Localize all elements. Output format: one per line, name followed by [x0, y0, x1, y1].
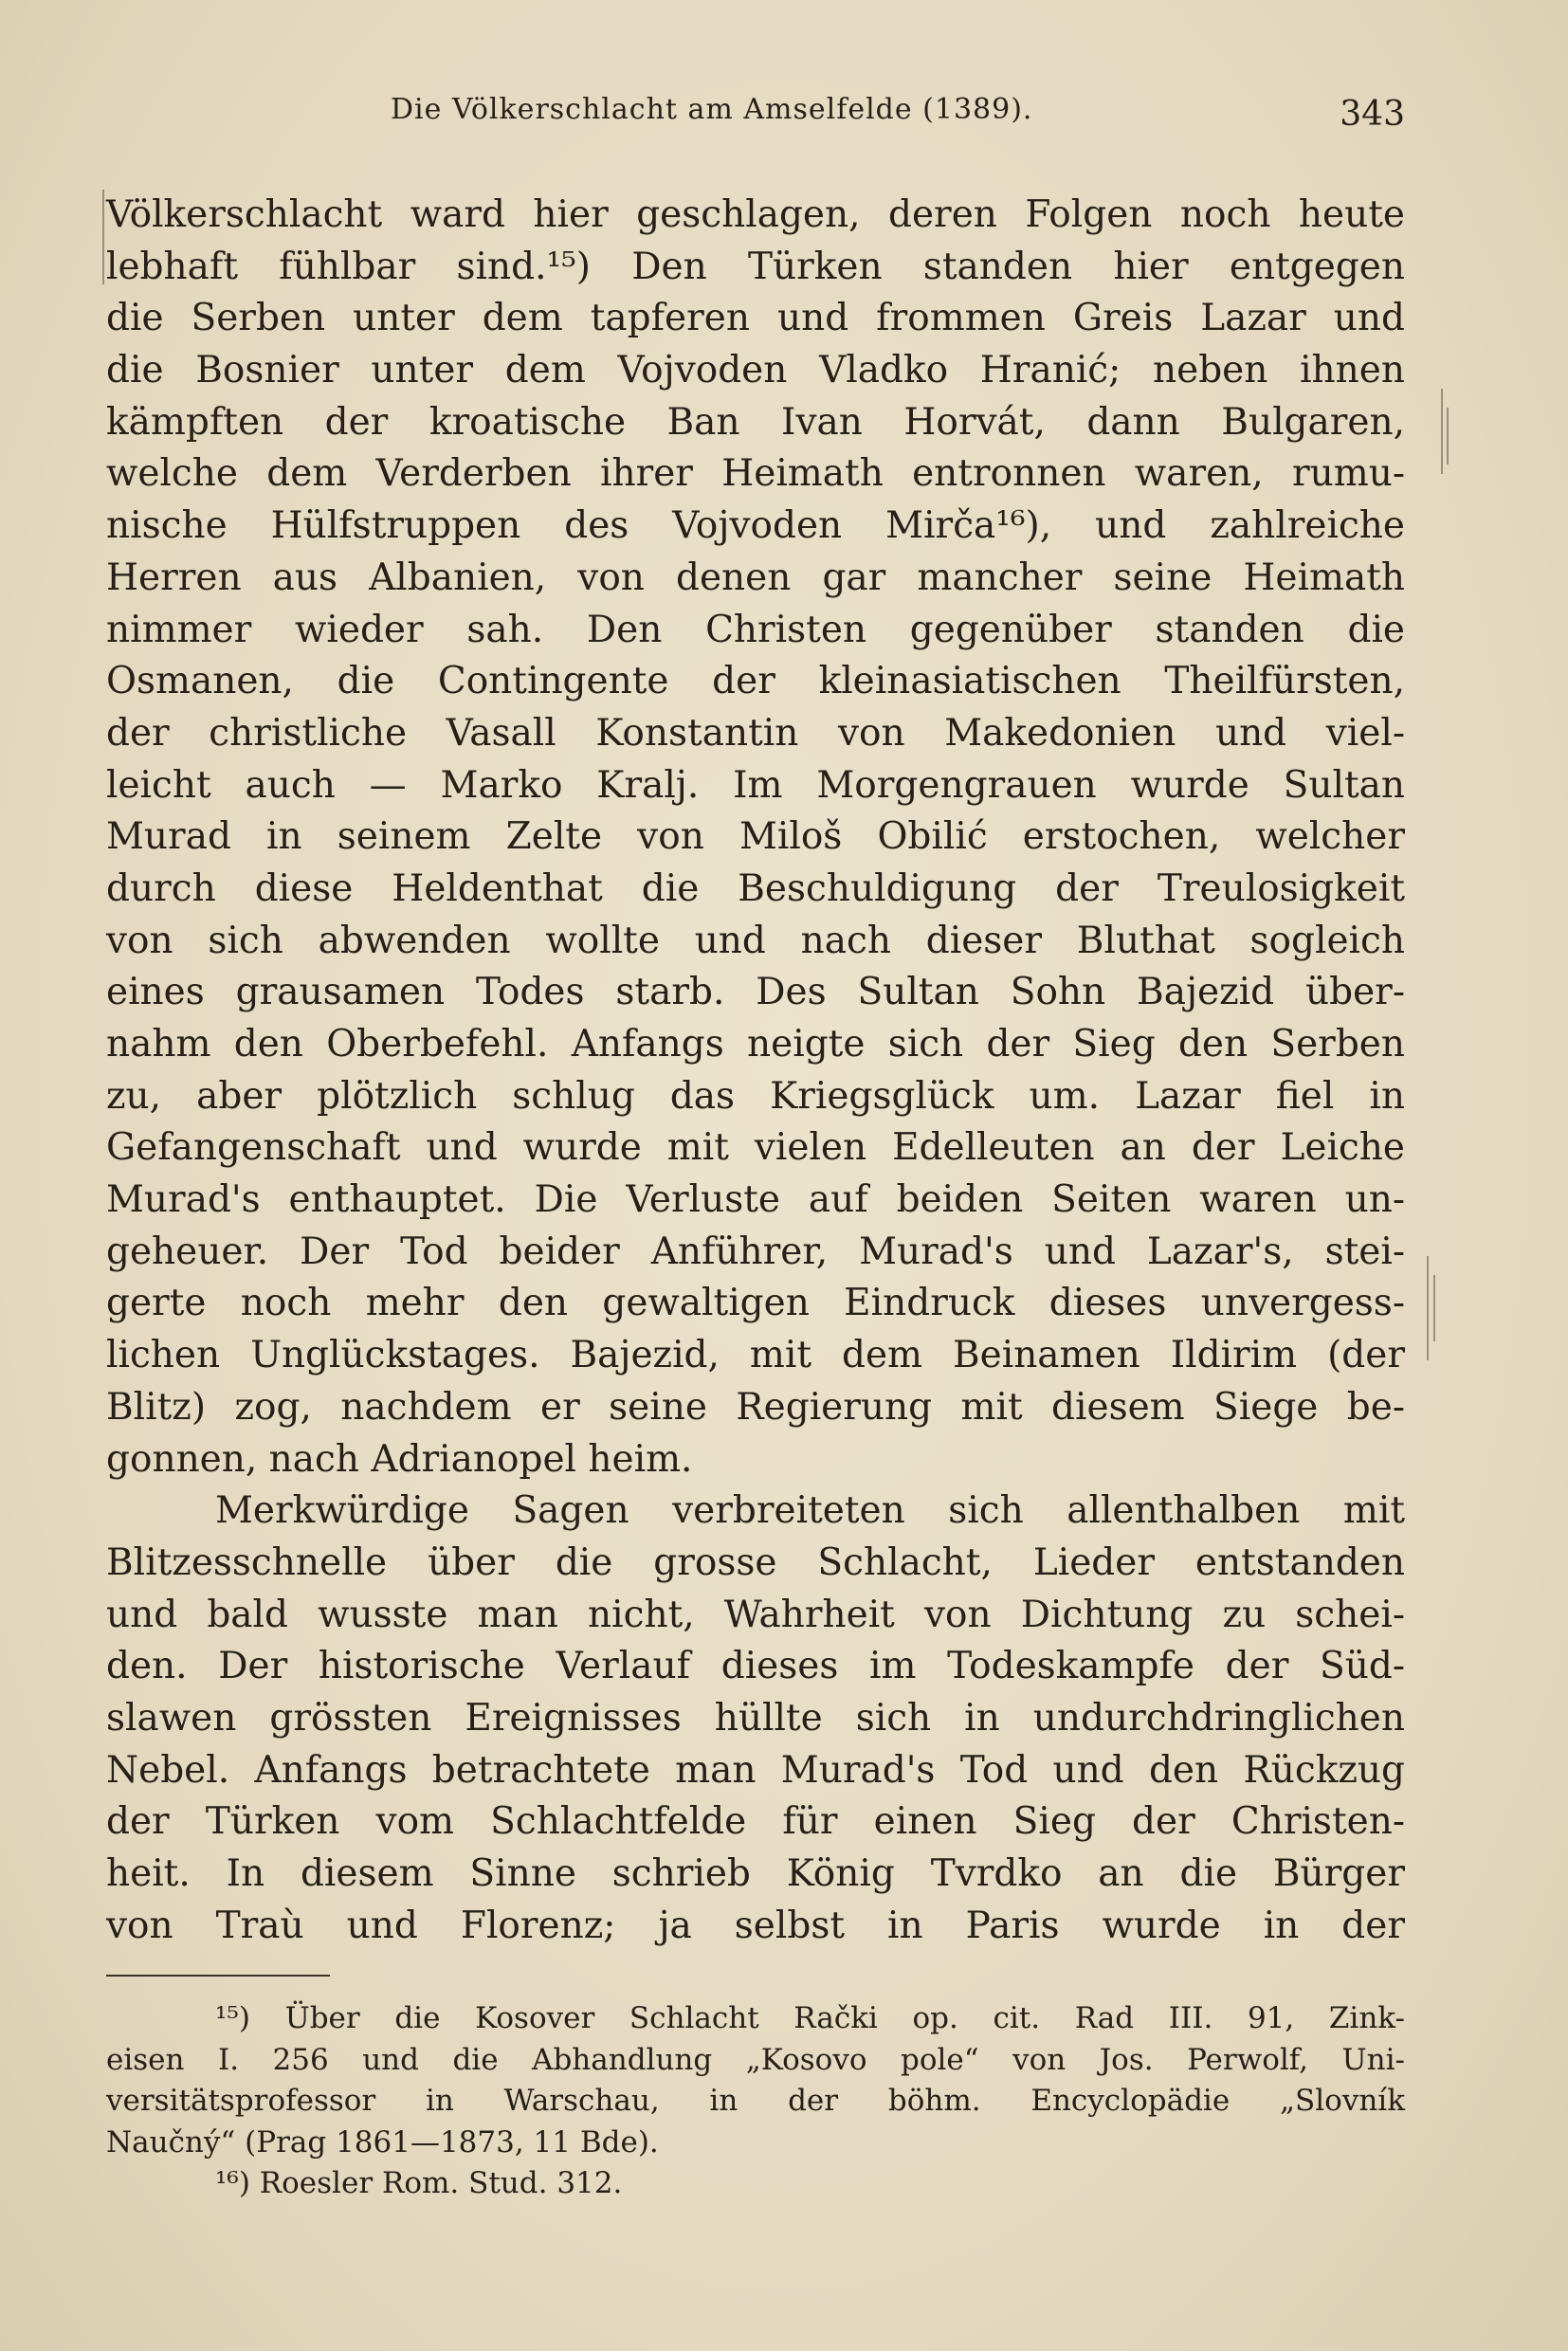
text-line: Nebel. Anfangs betrachtete man Murad's Tod und den Rückzug [106, 1748, 1405, 1792]
footnote-line: ¹⁵) Über die Kosover Schlacht Rački op. cit. Rad III. 91, Zink- [215, 2001, 1405, 2035]
pencil-margin-mark [1427, 1256, 1429, 1360]
page-header [106, 87, 1405, 140]
text-line: Blitz) zog, nachdem er seine Regierung mit diesem Siege be- [106, 1385, 1405, 1429]
footnote-divider [106, 1975, 330, 1977]
text-line: nahm den Oberbefehl. Anfangs neigte sich der Sieg den Serben [106, 1023, 1405, 1066]
text-line: Murad's enthauptet. Die Verluste auf beiden Seiten waren un- [106, 1178, 1405, 1222]
text-line: die Bosnier unter dem Vojvoden Vladko Hranić; neben ihnen [106, 349, 1405, 392]
text-line: der christliche Vasall Konstantin von Makedonien und viel- [106, 711, 1405, 755]
pencil-margin-mark [102, 190, 104, 284]
text-line: Murad in seinem Zelte von Miloš Obilić erstochen, welcher [106, 815, 1405, 859]
text-line: nische Hülfstruppen des Vojvoden Mirča¹⁶), und zahlreiche [106, 504, 1405, 548]
footnotes [106, 1998, 1405, 2205]
text-line: Osmanen, die Contingente der kleinasiatischen Theilfürsten, [106, 660, 1405, 703]
text-line: heit. In diesem Sinne schrieb König Tvrdko an die Bürger [106, 1852, 1405, 1895]
text-line: eines grausamen Todes starb. Des Sultan Sohn Bajezid über- [106, 971, 1405, 1014]
text-line: den. Der historische Verlauf dieses im Todeskampfe der Süd- [106, 1645, 1405, 1688]
running-title: Die Völkerschlacht am Amselfelde (1389). [391, 93, 1033, 126]
pencil-margin-mark [1441, 389, 1443, 474]
text-line: Merkwürdige Sagen verbreiteten sich allenthalben mit [215, 1489, 1405, 1533]
text-line: gonnen, nach Adrianopel heim. [106, 1437, 693, 1481]
text-line: leicht auch — Marko Kralj. Im Morgengrauen wurde Sultan [106, 763, 1405, 807]
text-line: welche dem Verderben ihrer Heimath entronnen waren, rumu- [106, 452, 1405, 496]
text-line: Blitzesschnelle über die grosse Schlacht, Lieder entstanden [106, 1540, 1405, 1584]
text-line: gerte noch mehr den gewaltigen Eindruck dieses unvergess- [106, 1282, 1405, 1325]
text-line: lichen Unglückstages. Bajezid, mit dem Beinamen Ildirim (der [106, 1334, 1405, 1377]
text-line: kämpften der kroatische Ban Ivan Horvát, dann Bulgaren, [106, 400, 1405, 444]
footnote-line: ¹⁶) Roesler Rom. Stud. 312. [215, 2166, 623, 2200]
text-line: slawen grössten Ereignisses hüllte sich in undurchdringlichen [106, 1696, 1405, 1740]
text-line: lebhaft fühlbar sind.¹⁵) Den Türken standen hier entgegen [106, 245, 1405, 288]
text-line: von Traù und Florenz; ja selbst in Paris wurde in der [106, 1904, 1405, 1947]
pencil-margin-mark [1447, 408, 1449, 465]
page-number: 343 [1340, 95, 1405, 134]
text-line: von sich abwenden wollte und nach dieser Bluthat sogleich [106, 919, 1405, 962]
text-line: zu, aber plötzlich schlug das Kriegsglück um. Lazar fiel in [106, 1074, 1405, 1118]
text-line: Gefangenschaft und wurde mit vielen Edelleuten an der Leiche [106, 1126, 1405, 1170]
text-line: Völkerschlacht ward hier geschlagen, deren Folgen noch heute [106, 193, 1405, 236]
text-line: der Türken vom Schlachtfelde für einen Sieg der Christen- [106, 1800, 1405, 1844]
text-line: nimmer wieder sah. Den Christen gegenüber standen die [106, 608, 1405, 651]
text-line: geheuer. Der Tod beider Anführer, Murad's und Lazar's, stei- [106, 1230, 1405, 1273]
footnote-line: Naučný“ (Prag 1861—1873, 11 Bde). [106, 2124, 659, 2160]
footnote-line: eisen I. 256 und die Abhandlung „Kosovo pole“ von Jos. Perwolf, Uni- [106, 2042, 1405, 2077]
text-line: die Serben unter dem tapferen und frommen Greis Lazar und [106, 297, 1405, 340]
pencil-margin-mark [1433, 1275, 1435, 1341]
footnote-line: versitätsprofessor in Warschau, in der böhm. Encyclopädie „Slovník [106, 2084, 1405, 2118]
text-line: Herren aus Albanien, von denen gar mancher seine Heimath [106, 556, 1405, 599]
body-text [106, 190, 1405, 1952]
text-line: durch diese Heldenthat die Beschuldigung der Treulosigkeit [106, 866, 1405, 910]
text-line: und bald wusste man nicht, Wahrheit von Dichtung zu schei- [106, 1593, 1405, 1636]
